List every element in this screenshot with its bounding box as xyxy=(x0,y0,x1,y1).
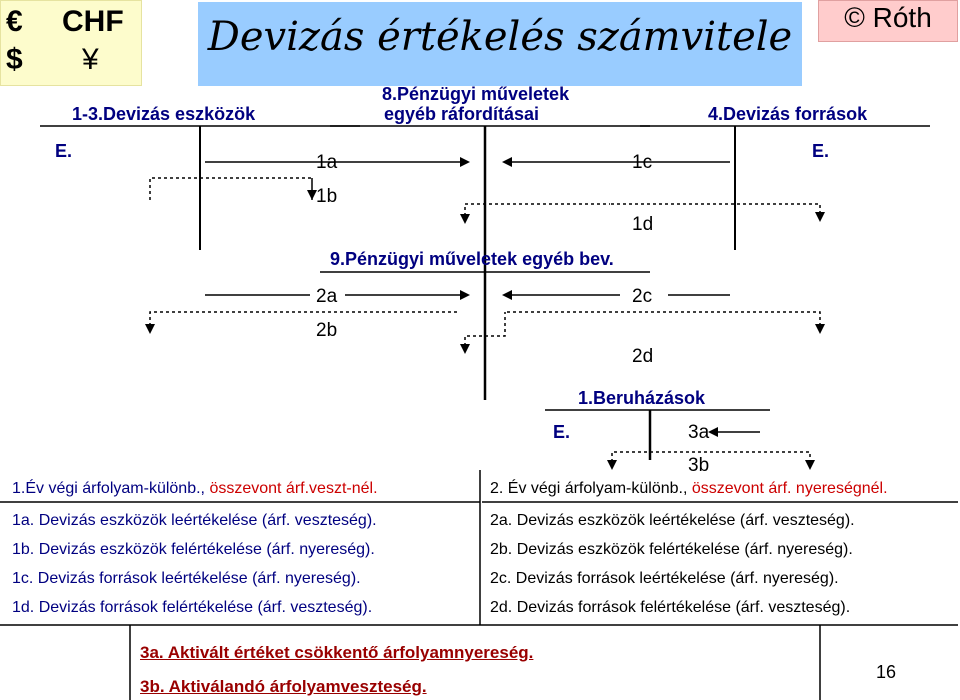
legend-right-heading xyxy=(490,480,888,498)
page-number: 16 xyxy=(876,662,897,682)
dollar-symbol: $ xyxy=(6,43,23,76)
entry-2b: 2b xyxy=(316,320,338,341)
account-forrasok: 4.Devizás források xyxy=(708,104,868,124)
flow-1b-a xyxy=(150,178,312,200)
legend-left-heading-note: összevont árf.veszt-nél. xyxy=(209,480,378,497)
account-raforditas-line2: egyéb ráfordításai xyxy=(384,104,540,124)
legend-left-heading xyxy=(12,480,378,498)
legend-left-item: 1d. Devizás források felértékelése (árf. veszteség). xyxy=(12,599,373,616)
arrow-2a xyxy=(460,290,470,300)
legend-left-item: 1b. Devizás eszközök felértékelése (árf. nyereség). xyxy=(12,541,375,558)
account-beruhazasok: 1.Beruházások xyxy=(578,388,706,408)
entry-2d: 2d xyxy=(632,346,654,367)
entry-3a: 3a xyxy=(688,422,710,443)
legend-left-item: 1a. Devizás eszközök leértékelése (árf. veszteség). xyxy=(12,512,377,529)
arrow-2c xyxy=(502,290,512,300)
flow-1d-b xyxy=(465,204,610,222)
arrow-3b-left xyxy=(607,460,617,470)
flow-2b xyxy=(150,312,460,332)
account-raforditas-line1: 8.Pénzügyi műveletek xyxy=(382,84,570,104)
entry-3b: 3b xyxy=(688,455,710,476)
arrow-2d-right xyxy=(815,324,825,334)
account-bevetel: 9.Pénzügyi műveletek egyéb bev. xyxy=(330,249,614,269)
legend-right-heading-main: 2. Év végi árfolyam-különb., xyxy=(490,480,688,497)
legend-left-item: 1c. Devizás források leértékelése (árf. nyereség). xyxy=(12,570,361,587)
arrow-2d-left xyxy=(460,344,470,354)
arrow-1a xyxy=(460,157,470,167)
flow-3b xyxy=(612,452,810,468)
legend-right-item: 2d. Devizás források felértékelése (árf. veszteség). xyxy=(490,599,851,616)
entry-1d: 1d xyxy=(632,214,654,235)
arrow-1d-right xyxy=(815,212,825,222)
arrow-3b-right xyxy=(805,460,815,470)
legend-right-heading-note: összevont árf. nyereségnél. xyxy=(691,480,888,497)
euro-symbol: € xyxy=(6,5,23,38)
page-title: Devizás értékelés számvitele xyxy=(207,14,793,60)
flow-2d-a xyxy=(505,312,820,332)
entry-1c: 1c xyxy=(632,152,653,173)
arrow-1d-left xyxy=(460,214,470,224)
yen-symbol: ¥ xyxy=(82,43,99,76)
entry-2c: 2c xyxy=(632,286,653,307)
entry-2a: 2a xyxy=(316,286,338,307)
copyright-label: © Róth xyxy=(844,2,932,33)
legend-right-item: 2c. Devizás források leértékelése (árf. nyereség). xyxy=(490,570,839,587)
legend-right-item: 2b. Devizás eszközök felértékelése (árf. nyereség). xyxy=(490,541,853,558)
legend-left-heading-main: 1.Év végi árfolyam-különb., xyxy=(12,480,205,497)
account-eszkozok: 1-3.Devizás eszközök xyxy=(72,104,256,124)
entry-1b: 1b xyxy=(316,186,338,207)
legend-right-item: 2a. Devizás eszközök leértékelése (árf. veszteség). xyxy=(490,512,855,529)
note-3b: 3b. Aktiválandó árfolyamveszteség. xyxy=(140,677,427,696)
beruhazasok-opening-label: E. xyxy=(553,422,571,442)
chf-label: CHF xyxy=(62,5,124,38)
forrasok-opening-label: E. xyxy=(812,141,830,161)
entry-1a: 1a xyxy=(316,152,338,173)
arrow-2b xyxy=(145,324,155,334)
arrow-3a xyxy=(708,427,718,437)
note-3a: 3a. Aktivált értéket csökkentő árfolyamnyereség. xyxy=(140,643,534,662)
eszkozok-opening-label: E. xyxy=(55,141,73,161)
arrow-1c xyxy=(502,157,512,167)
